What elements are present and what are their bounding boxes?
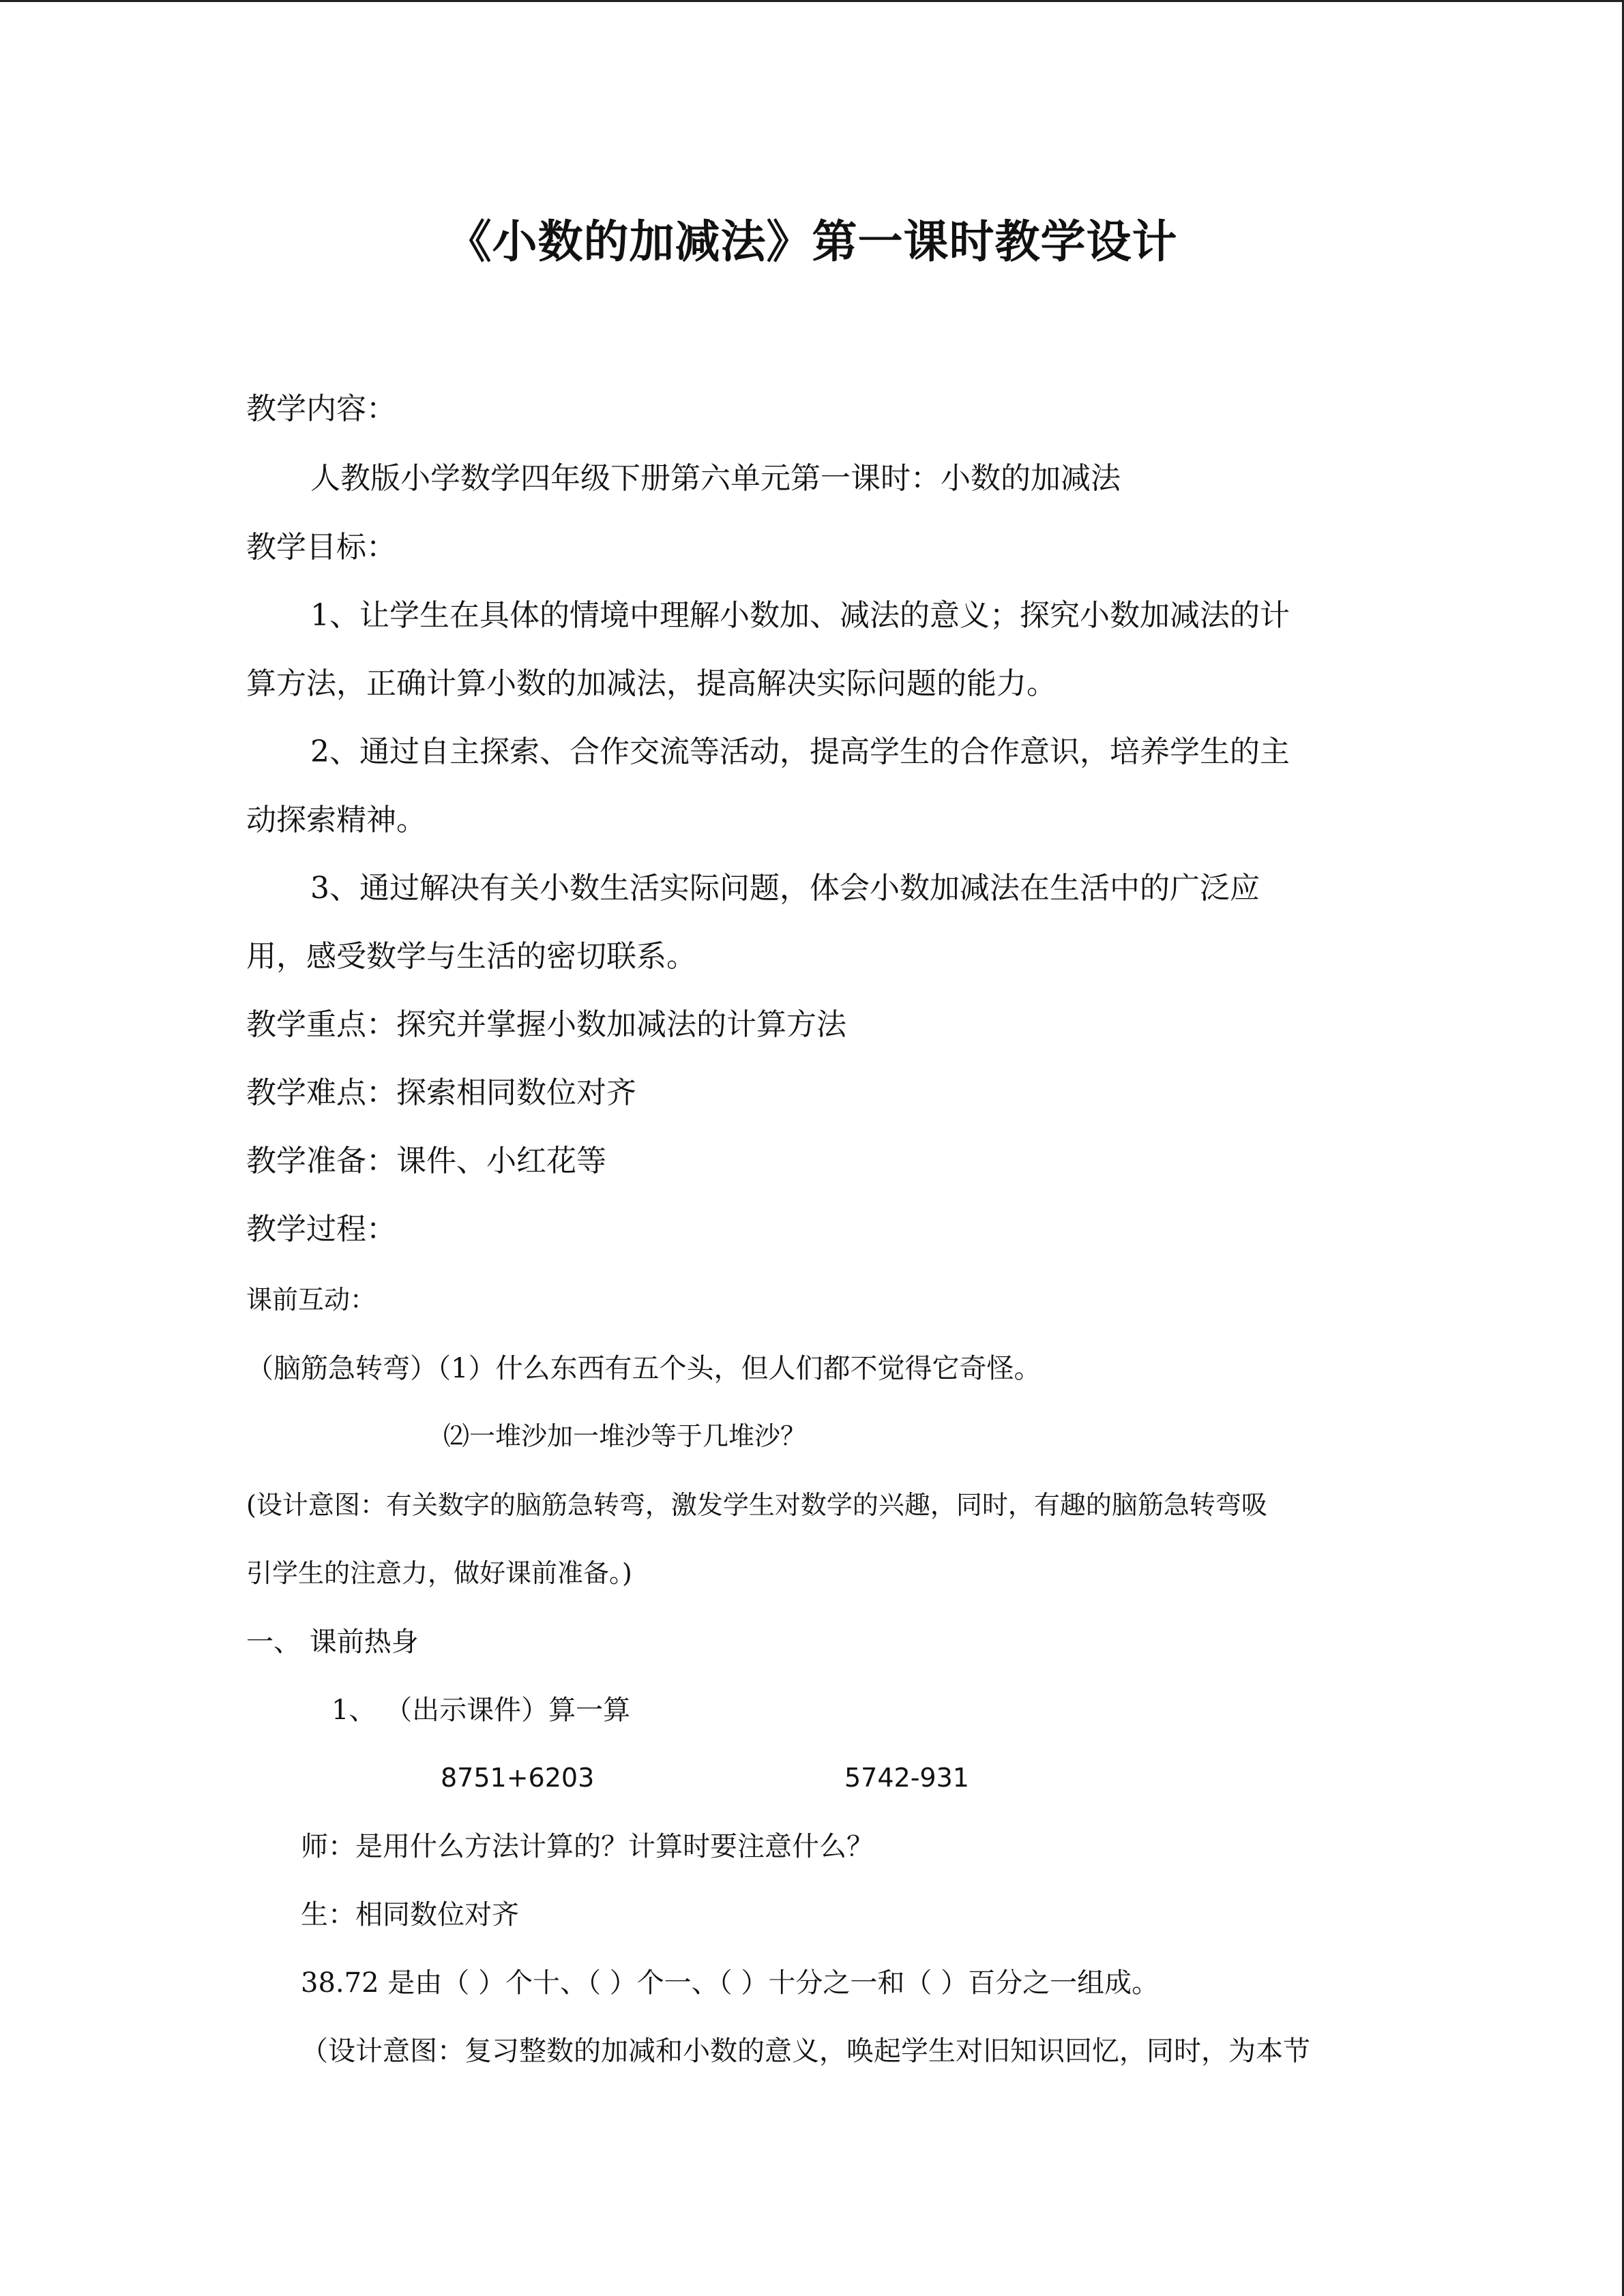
document-title: 《小数的加减法》第一课时教学设计 xyxy=(446,215,1178,268)
content-text: 人教版小学数学四年级下册第六单元第一课时：小数的加减法 xyxy=(310,461,1121,496)
riddle-2: ⑵一堆沙加一堆沙等于几堆沙？ xyxy=(443,1421,807,1451)
goal-1-line-1: 1、让学生在具体的情境中理解小数加、减法的意义；探究小数加减法的计 xyxy=(310,598,1290,633)
item-1: 1、 （出示课件）算一算 xyxy=(331,1695,631,1726)
decimal-question: 38.72 是由（ ）个十、（ ）个一、（ ）十分之一和（ ）百分之一组成。 xyxy=(301,1967,1160,1999)
design-intent-1-line-1: (设计意图：有关数字的脑筋急转弯，激发学生对数学的兴趣，同时，有趣的脑筋急转弯吸 xyxy=(246,1490,1267,1520)
goals-heading: 教学目标： xyxy=(246,530,396,565)
process-heading: 教学过程： xyxy=(246,1212,396,1247)
student-answer: 生：相同数位对齐 xyxy=(301,1899,519,1930)
formula-addition: 8751+6203 xyxy=(441,1763,595,1793)
key-point: 教学重点：探究并掌握小数加减法的计算方法 xyxy=(246,1007,846,1042)
section-1-heading: 一、 课前热身 xyxy=(246,1626,419,1658)
warmup-interaction: 课前互动： xyxy=(246,1285,377,1315)
goal-1-line-2: 算方法，正确计算小数的加减法，提高解决实际问题的能力。 xyxy=(246,666,1057,701)
formula-subtraction: 5742-931 xyxy=(844,1763,969,1793)
goal-2-line-2: 动探索精神。 xyxy=(246,803,426,837)
difficulty: 教学难点：探索相同数位对齐 xyxy=(246,1075,636,1110)
goal-2-line-1: 2、通过自主探索、合作交流等活动，提高学生的合作意识，培养学生的主 xyxy=(310,734,1290,769)
design-intent-2: （设计意图：复习整数的加减和小数的意义，唤起学生对旧知识回忆，同时，为本节 xyxy=(301,2036,1310,2067)
design-intent-1-line-2: 引学生的注意力，做好课前准备。) xyxy=(246,1558,632,1588)
content-heading: 教学内容： xyxy=(246,391,396,426)
riddle-1: （脑筋急转弯）（1）什么东西有五个头，但人们都不觉得它奇怪。 xyxy=(246,1353,1042,1384)
goal-3-line-1: 3、通过解决有关小数生活实际问题，体会小数加减法在生活中的广泛应 xyxy=(310,871,1260,906)
teacher-question: 师：是用什么方法计算的？计算时要注意什么？ xyxy=(301,1831,874,1862)
goal-3-line-2: 用，感受数学与生活的密切联系。 xyxy=(246,939,696,974)
preparation: 教学准备：课件、小红花等 xyxy=(246,1144,606,1178)
